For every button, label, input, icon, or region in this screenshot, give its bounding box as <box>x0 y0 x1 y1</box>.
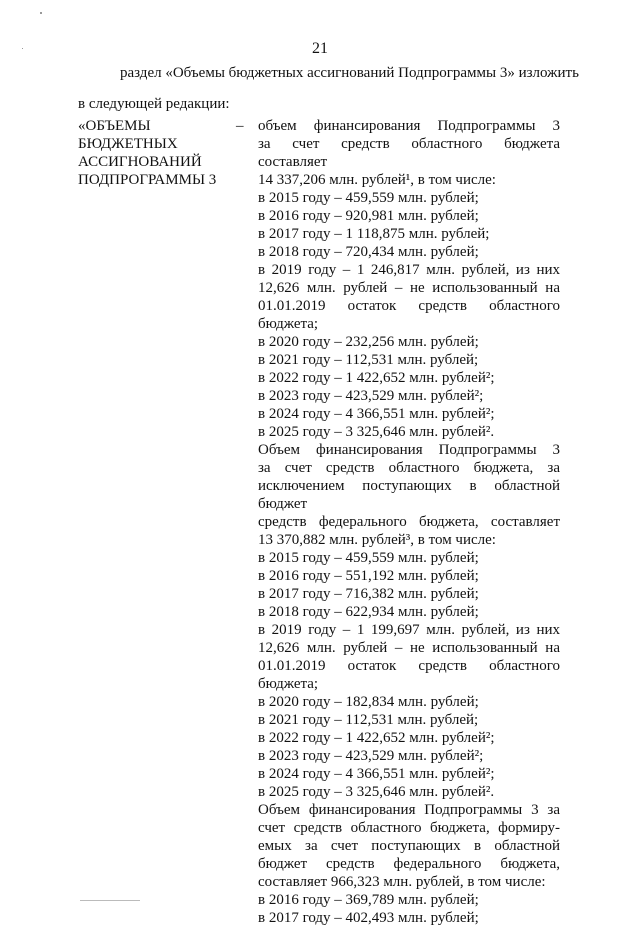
page-number: 21 <box>312 40 328 57</box>
funding-line: Объем финансирования Подпрограммы 3 за <box>258 802 560 818</box>
funding-line: в 2017 году – 716,382 млн. рублей; <box>258 586 479 602</box>
funding-line: в 2020 году – 232,256 млн. рублей; <box>258 334 479 350</box>
funding-line: 14 337,206 млн. рублей¹, в том числе: <box>258 172 496 188</box>
funding-line: в 2024 году – 4 366,551 млн. рублей²; <box>258 406 495 422</box>
label-dash: – <box>236 118 244 134</box>
funding-line: в 2021 году – 112,531 млн. рублей; <box>258 712 479 728</box>
funding-line: средств федерального бюджета, составляет <box>258 514 560 530</box>
funding-line: в 2015 году – 459,559 млн. рублей; <box>258 550 479 566</box>
funding-line: 13 370,882 млн. рублей³, в том числе: <box>258 532 496 548</box>
funding-line: в 2021 году – 112,531 млн. рублей; <box>258 352 479 368</box>
funding-line: 12,626 млн. рублей – не использованный на <box>258 280 560 296</box>
section-label: «ОБЪЕМЫ БЮДЖЕТНЫХ АССИГНОВАНИЙ ПОДПРОГРАММЫ 3 <box>78 118 217 188</box>
funding-line: в 2025 году – 3 325,646 млн. рублей². <box>258 784 495 800</box>
funding-line: бюджета; <box>258 676 319 692</box>
funding-line: за счет средств областного бюджета, за <box>258 460 560 476</box>
funding-line: в 2019 году – 1 246,817 млн. рублей, из них <box>258 262 560 278</box>
funding-line: в 2015 году – 459,559 млн. рублей; <box>258 190 479 206</box>
funding-line: в 2020 году – 182,834 млн. рублей; <box>258 694 479 710</box>
funding-line: в 2017 году – 402,493 млн. рублей; <box>258 910 479 926</box>
funding-line: Объем финансирования Подпрограммы 3 <box>258 442 560 458</box>
scan-speck <box>80 900 140 901</box>
funding-line: составляет 966,323 млн. рублей, в том числе: <box>258 874 546 890</box>
funding-description <box>258 117 560 927</box>
intro-text-line-1: раздел «Объемы бюджетных ассигнований Подпрограммы 3» изложить <box>120 65 579 81</box>
scan-speck <box>22 48 23 49</box>
funding-line: в 2025 году – 3 325,646 млн. рублей². <box>258 424 495 440</box>
funding-line: в 2016 году – 551,192 млн. рублей; <box>258 568 479 584</box>
funding-line: в 2016 году – 369,789 млн. рублей; <box>258 892 479 908</box>
funding-line: в 2019 году – 1 199,697 млн. рублей, из них <box>258 622 560 638</box>
funding-line: в 2024 году – 4 366,551 млн. рублей²; <box>258 766 495 782</box>
funding-line: бюджет средств федерального бюджета, <box>258 856 560 872</box>
funding-line: в 2022 году – 1 422,652 млн. рублей²; <box>258 730 495 746</box>
funding-line: бюджета; <box>258 316 319 332</box>
funding-line: в 2023 году – 423,529 млн. рублей²; <box>258 388 484 404</box>
funding-line: за счет средств областного бюджета составляет <box>258 136 560 170</box>
funding-line: исключением поступающих в областной бюджет <box>258 478 560 512</box>
intro-text-line-2: в следующей редакции: <box>78 96 230 112</box>
funding-line: объем финансирования Подпрограммы 3 <box>258 118 560 134</box>
scan-speck <box>40 12 42 14</box>
funding-line: счет средств областного бюджета, формиру- <box>258 820 560 836</box>
funding-line: 12,626 млн. рублей – не использованный на <box>258 640 560 656</box>
funding-line: емых за счет поступающих в областной <box>258 838 560 854</box>
funding-line: 01.01.2019 остаток средств областного <box>258 658 560 674</box>
funding-line: в 2022 году – 1 422,652 млн. рублей²; <box>258 370 495 386</box>
funding-line: 01.01.2019 остаток средств областного <box>258 298 560 314</box>
funding-line: в 2018 году – 720,434 млн. рублей; <box>258 244 479 260</box>
funding-line: в 2016 году – 920,981 млн. рублей; <box>258 208 479 224</box>
funding-line: в 2018 году – 622,934 млн. рублей; <box>258 604 479 620</box>
funding-line: в 2017 году – 1 118,875 млн. рублей; <box>258 226 490 242</box>
funding-line: в 2023 году – 423,529 млн. рублей²; <box>258 748 484 764</box>
